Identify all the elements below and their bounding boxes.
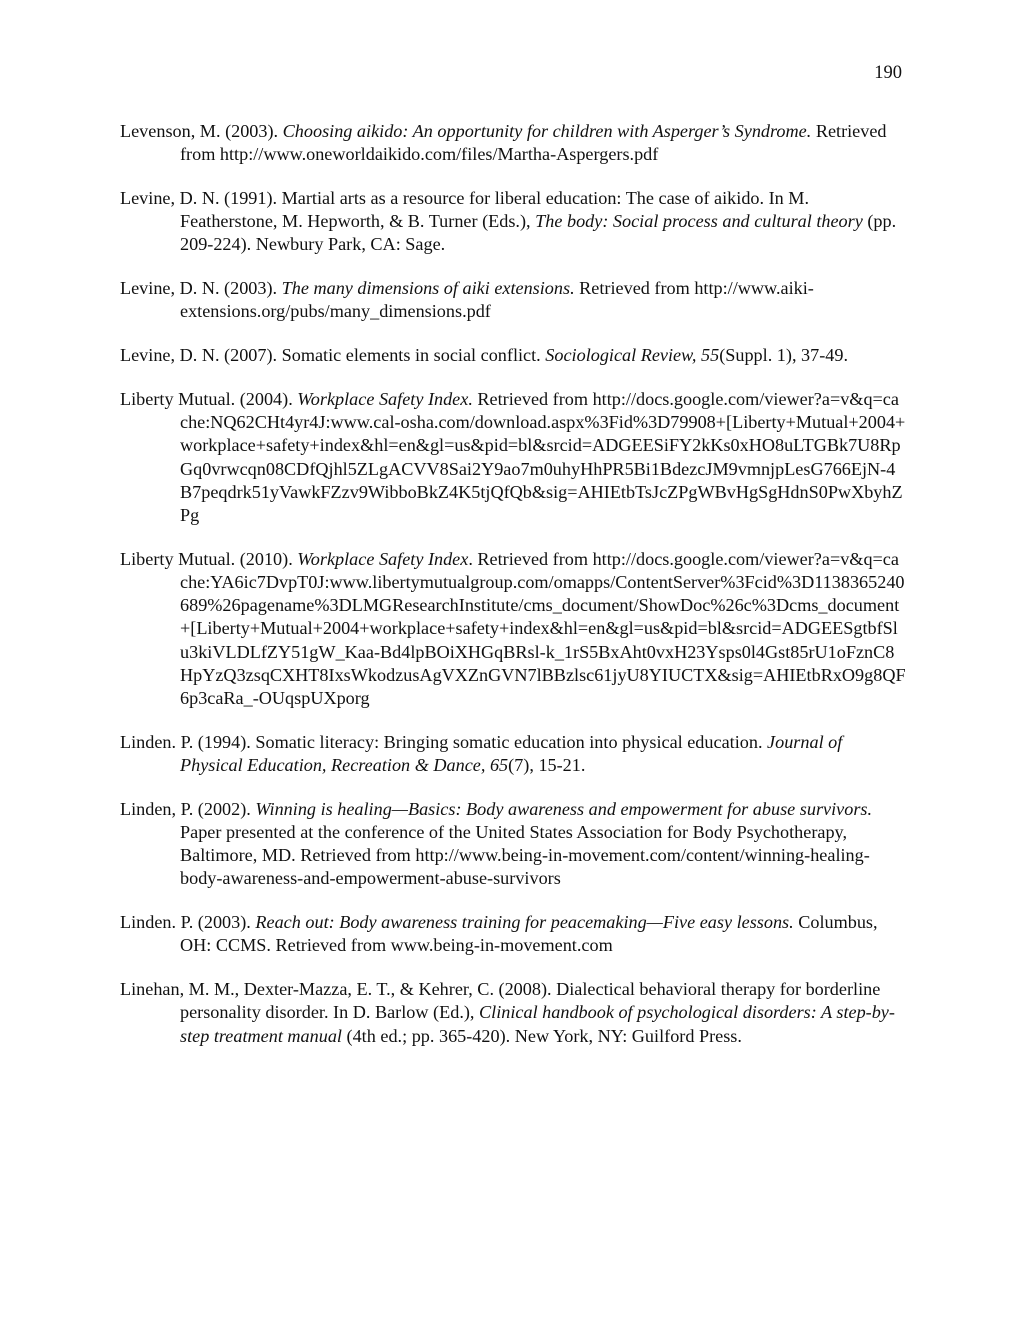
reference-entry [120,548,906,710]
reference-text: Retrieved from http://www.aiki-extensions.org/pubs/many_dimensions.pdf [180,278,814,322]
reference-text: (7), 15-21. [508,755,586,776]
reference-text: Retrieved from http://www.oneworldaikido.com/files/Martha-Aspergers.pdf [180,121,887,165]
reference-title-italic: Journal of Physical Education, Recreation & Dance, 65 [180,731,843,776]
reference-text: Levenson, M. (2003). [120,121,283,141]
reference-title-italic: Workplace Safety Index. [297,389,473,409]
reference-entry [120,978,906,1048]
reference-text: Retrieved from http://docs.google.com/viewer?a=v&q=cache:NQ62CHt4yr4J:www.cal-osha.com/download.aspx%3Fid%3D79908+[Liberty+Mutual+2004+workplace+safety+index&hl=en&gl=us&pid=bl&srcid=ADGEESiFY2kKs0xHO8uLTGBk7U8RpGq0vrwcqn08CDfQjhl5ZLgACVV8Sai2Y9ao7m0uhyHhPR5Bi1BdezcJM9vmnjpLesG766EjN-4B7peqdrk51yVawkFZzv9WibboBkZ4K5tjQfQb&sig=AHIEtbTsJcZPgWBvHgSgHdnS0PwXbyhZPg [180,389,906,526]
reference-entry [120,388,906,527]
reference-text: Levine, D. N. (2007). Somatic elements in social conflict. [120,345,546,366]
reference-title-italic: Winning is healing—Basics: Body awareness and empowerment for abuse survivors. [255,798,873,819]
reference-entry [120,798,906,891]
reference-title-italic: Choosing aikido: An opportunity for children with Asperger’s Syndrome. [282,121,812,141]
reference-entry [120,344,906,367]
reference-text: (Suppl. 1), 37-49. [719,345,849,366]
reference-title-italic: Sociological Review, 55 [545,345,720,366]
page-number: 190 [874,63,902,83]
reference-text: Paper presented at the conference of the United States Association for Body Psychotherapy, Baltimore, MD. Retrieved from http://www.being-in-movement.com/content/winning-healing-body-awareness-and-empowerment-abuse-survivors [180,822,870,889]
reference-list [120,120,906,1068]
reference-text: (pp. 209-224). Newbury Park, CA: Sage. [180,211,897,255]
reference-entry [120,120,906,166]
reference-text: Columbus, OH: CCMS. Retrieved from www.being-in-movement.com [180,912,878,956]
reference-entry [120,187,906,257]
reference-entry [120,731,906,777]
reference-entry [120,911,906,957]
reference-text: . Retrieved from http://docs.google.com/viewer?a=v&q=cache:YA6ic7DvpT0J:www.libertymutualgroup.com/omapps/ContentServer%3Fcid%3D1138365240689%26pagename%3DLMGResearchInstitute/cms_document/ShowDoc%26c%3Dcms_document+[Liberty+Mutual+2004+workplace+safety+index&hl=en&gl=us&pid=bl&srcid=ADGEESgtbfSlu3kiVLDLfZY51gW_Kaa-Bd4lpBOiXHGqBRsl-k_1rS5BxAht0vxH23Ysps0l4Gst85rU1oFznC8HpYzQ3zsqCXHT8IxsWkodzusAgVXZnGVN7lBBzlsc61jyU8YIUCTX&sig=AHIEtbRxO9g8QF6p3caRa_-OUqspUXporg [180,548,906,709]
reference-title-italic: Workplace Safety Index [297,548,469,569]
reference-text: Linden. P. (1994). Somatic literacy: Bringing somatic education into physical education. [120,731,768,752]
reference-text: Liberty Mutual. (2004). [120,389,298,409]
reference-title-italic: Reach out: Body awareness training for peacemaking—Five easy lessons. [255,912,794,933]
reference-text: Linehan, M. M., Dexter-Mazza, E. T., & Kehrer, C. (2008). Dialectical behavioral therapy for borderline personality disorder. In D. Barlow (Ed.), [120,979,881,1023]
reference-title-italic: The body: Social process and cultural theory [535,211,863,232]
reference-entry [120,277,906,323]
reference-text: (4th ed.; pp. 365-420). New York, NY: Guilford Press. [341,1025,742,1046]
reference-text: Linden, P. (2002). [120,798,256,819]
reference-title-italic: Clinical handbook of psychological disorders: A step-by-step treatment manual [180,1002,895,1046]
reference-title-italic: The many dimensions of aiki extensions. [281,278,575,299]
reference-text: Levine, D. N. (2003). [120,278,282,299]
reference-text: Levine, D. N. (1991). Martial arts as a resource for liberal education: The case of aikido. In M. Featherstone, M. Hepworth, & B. Turner (Eds.), [120,188,810,232]
reference-text: Liberty Mutual. (2010). [120,548,298,569]
reference-text: Linden. P. (2003). [120,912,256,933]
